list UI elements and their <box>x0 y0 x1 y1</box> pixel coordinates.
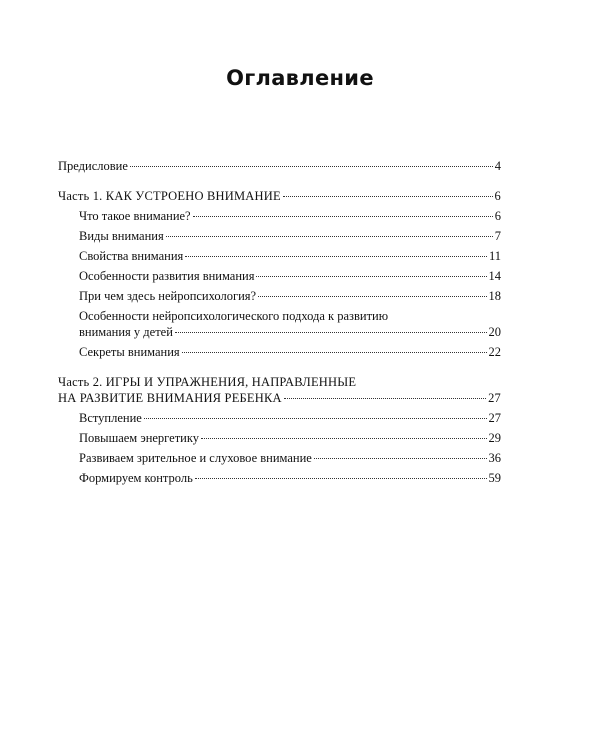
toc-entry-part-1 <box>58 188 501 204</box>
toc-page-number: 36 <box>488 451 501 465</box>
toc-entry-title-line1: Особенности нейропсихологического подхода к развитию <box>79 309 389 323</box>
dot-leader <box>258 296 486 297</box>
toc-entry-title: Виды внимания <box>79 229 164 243</box>
toc-entry-title: Формируем контроль <box>79 471 193 485</box>
toc-page-number: 27 <box>488 411 501 425</box>
dot-leader <box>193 216 493 217</box>
toc-page-number: 20 <box>488 325 501 339</box>
page-title: Оглавление <box>226 66 374 90</box>
toc-entry-title: Повышаем энергетику <box>79 431 199 445</box>
toc-entry-preface <box>58 158 501 174</box>
toc-page-number: 29 <box>488 431 501 445</box>
toc-page-number: 14 <box>488 269 501 283</box>
dot-leader <box>130 166 493 167</box>
toc-page-number: 22 <box>488 345 501 359</box>
toc-entry-title: Развиваем зрительное и слуховое внимание <box>79 451 312 465</box>
toc-page-number: 59 <box>488 471 501 485</box>
dot-leader <box>283 196 493 197</box>
dot-leader <box>182 352 487 353</box>
toc-entry-energy <box>58 430 501 446</box>
toc-entry-neuro-approach <box>58 308 501 340</box>
toc-page-number: 18 <box>488 289 501 303</box>
dot-leader <box>256 276 486 277</box>
toc-entry-title-line2: НА РАЗВИТИЕ ВНИМАНИЯ РЕБЕНКА <box>58 391 282 405</box>
toc-page-number: 7 <box>494 229 501 243</box>
toc-entry-title: Свойства внимания <box>79 249 184 263</box>
toc-entry-visual-auditory <box>58 450 501 466</box>
toc-entry-title-line1: Часть 2. ИГРЫ И УПРАЖНЕНИЯ, НАПРАВЛЕННЫЕ <box>58 375 357 389</box>
toc-entry-attention-secrets <box>58 344 501 360</box>
toc-page-number: 27 <box>488 391 501 405</box>
toc-entry-neuropsychology <box>58 288 501 304</box>
dot-leader <box>185 256 487 257</box>
toc-entry-what-is-attention <box>58 208 501 224</box>
dot-leader <box>144 418 487 419</box>
toc-page-number: 11 <box>488 249 501 263</box>
toc-entry-title: Часть 1. КАК УСТРОЕНО ВНИМАНИЕ <box>58 189 281 203</box>
dot-leader <box>314 458 487 459</box>
toc-page-number: 6 <box>494 189 501 203</box>
toc-entry-properties-of-attention <box>58 248 501 264</box>
dot-leader <box>166 236 493 237</box>
toc-entry-part-2 <box>58 374 501 406</box>
toc-entry-title: При чем здесь нейропсихология? <box>79 289 257 303</box>
toc-page-number: 4 <box>494 159 501 173</box>
toc-entry-title-line2: внимания у детей <box>79 325 173 339</box>
toc-entry-title: Предисловие <box>58 159 128 173</box>
toc-page-number: 6 <box>494 209 501 223</box>
toc-entry-attention-development <box>58 268 501 284</box>
dot-leader <box>201 438 487 439</box>
dot-leader <box>175 332 487 333</box>
toc-entry-control <box>58 470 501 486</box>
toc-entry-introduction <box>58 410 501 426</box>
toc-entry-title: Что такое внимание? <box>79 209 191 223</box>
dot-leader <box>195 478 487 479</box>
toc-entry-title: Особенности развития внимания <box>79 269 255 283</box>
toc-entry-title: Вступление <box>79 411 142 425</box>
dot-leader <box>284 398 486 399</box>
table-of-contents <box>58 158 501 486</box>
toc-entry-title: Секреты внимания <box>79 345 180 359</box>
toc-entry-types-of-attention <box>58 228 501 244</box>
